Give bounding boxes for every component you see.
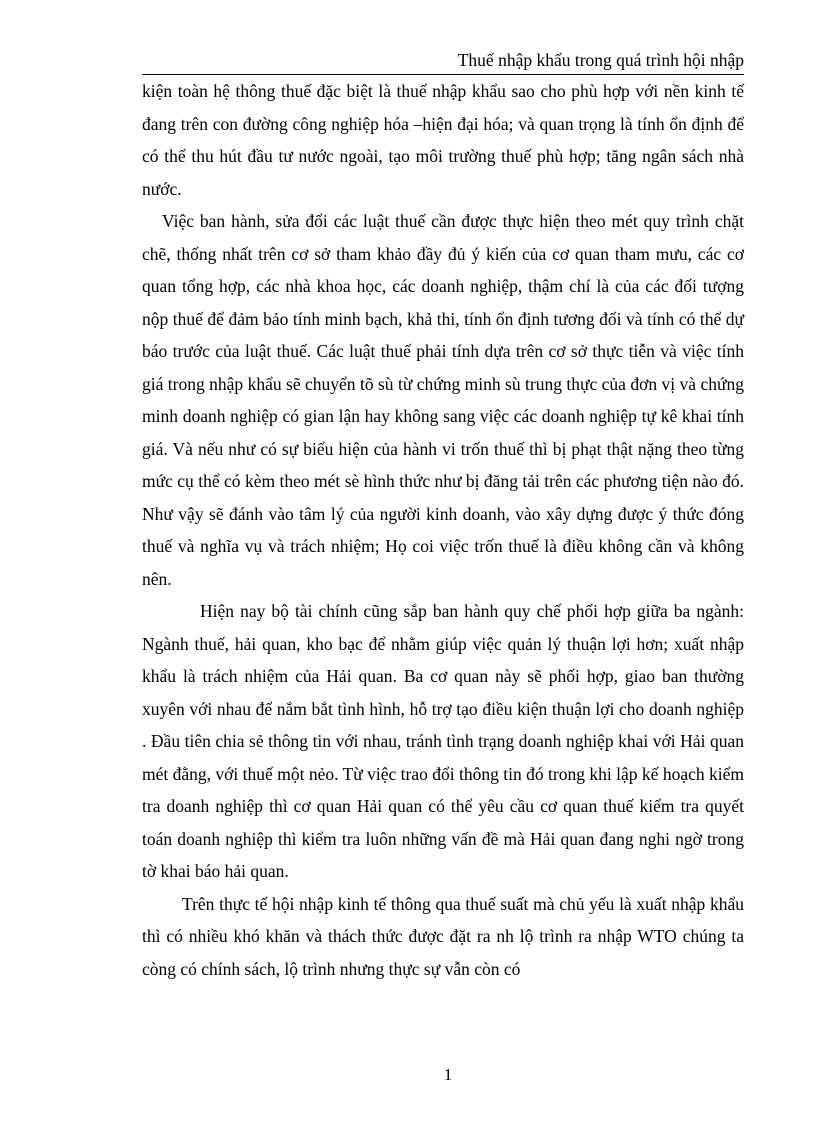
page-number: 1 (443, 1065, 453, 1084)
paragraph-integration-reality: Trên thực tế hội nhập kinh tế thông qua thuế suất mà chủ yếu là xuất nhập khẩu thì có nhiều khó khăn và thách thức được đặt ra nh lộ trình ra nhập WTO chúng ta còng có chính sách, lộ trình nhưng thực sự vẫn còn có (142, 893, 744, 979)
body-text (142, 75, 744, 985)
paragraph-tax-law-process: Việc ban hành, sửa đổi các luật thuế cần được thực hiện theo mét quy trình chặt chẽ, thống nhất trên cơ sở tham khảo đầy đủ ý kiến của cơ quan tham mưu, các cơ quan tổng hợp, các nhà khoa học, các doanh nghiệp, thậm chí là của các đối tượng nộp thuế để đảm bảo tính minh bạch, khả thi, tính ổn định tương đối và tính có thể dự báo trước của luật thuế. Các luật thuế phải tính dựa trên cơ sở thực tiễn và việc tính giá trong nhập khẩu sẽ chuyển tõ sù từ chứng minh sù trung thực của đơn vị và chứng minh doanh nghiệp có gian lận hay không sang việc các doanh nghiệp tự kê khai tính giá. Và nếu như có sự biểu hiện của hành vi trốn thuế thì bị phạt thật nặng theo từng mức cụ thể có kèm theo mét sè hình thức như bị đăng tải trên các phương tiện nào đó. Như vậy sẽ đánh vào tâm lý của người kinh doanh, vào xây dựng được ý thức đóng thuế và nghĩa vụ và trách nhiệm; Họ coi việc trốn thuế là điều không cần và không nên. (142, 211, 744, 589)
running-header: Thuế nhập khẩu trong quá trình hội nhập (457, 50, 744, 70)
paragraph-continuation: kiện toàn hệ thông thuế đặc biệt là thuế nhập khẩu sao cho phù hợp với nền kinh tế đang trên con đường công nghiệp hóa –hiện đại hóa; và quan trọng là tính ổn định để có thể thu hút đầu tư nước ngoài, tạo môi trường thuế phù hợp; tăng ngân sách nhà nước. (142, 81, 744, 199)
paragraph-ministry-coordination: Hiện nay bộ tài chính cũng sắp ban hành quy chế phối hợp giữa ba ngành: Ngành thuế, hải quan, kho bạc để nhằm giúp việc quản lý thuận lợi hơn; xuất nhập khẩu là trách nhiệm của Hải quan. Ba cơ quan này sẽ phối hợp, giao ban thường xuyên với nhau để nắm bắt tình hình, hỗ trợ tạo điều kiện thuận lợi cho doanh nghiệp . Đầu tiên chia sẻ thông tin với nhau, tránh tình trạng doanh nghiệp khai với Hải quan mét đằng, với thuế một nẻo. Từ việc trao đổi thông tin đó trong khi lập kế hoạch kiểm tra doanh nghiệp thì cơ quan Hải quan có thể yêu cầu cơ quan thuế kiểm tra quyết toán doanh nghiệp thì kiểm tra luôn những vấn đề mà Hải quan đang nghi ngờ trong tờ khai báo hải quan. (142, 601, 744, 881)
